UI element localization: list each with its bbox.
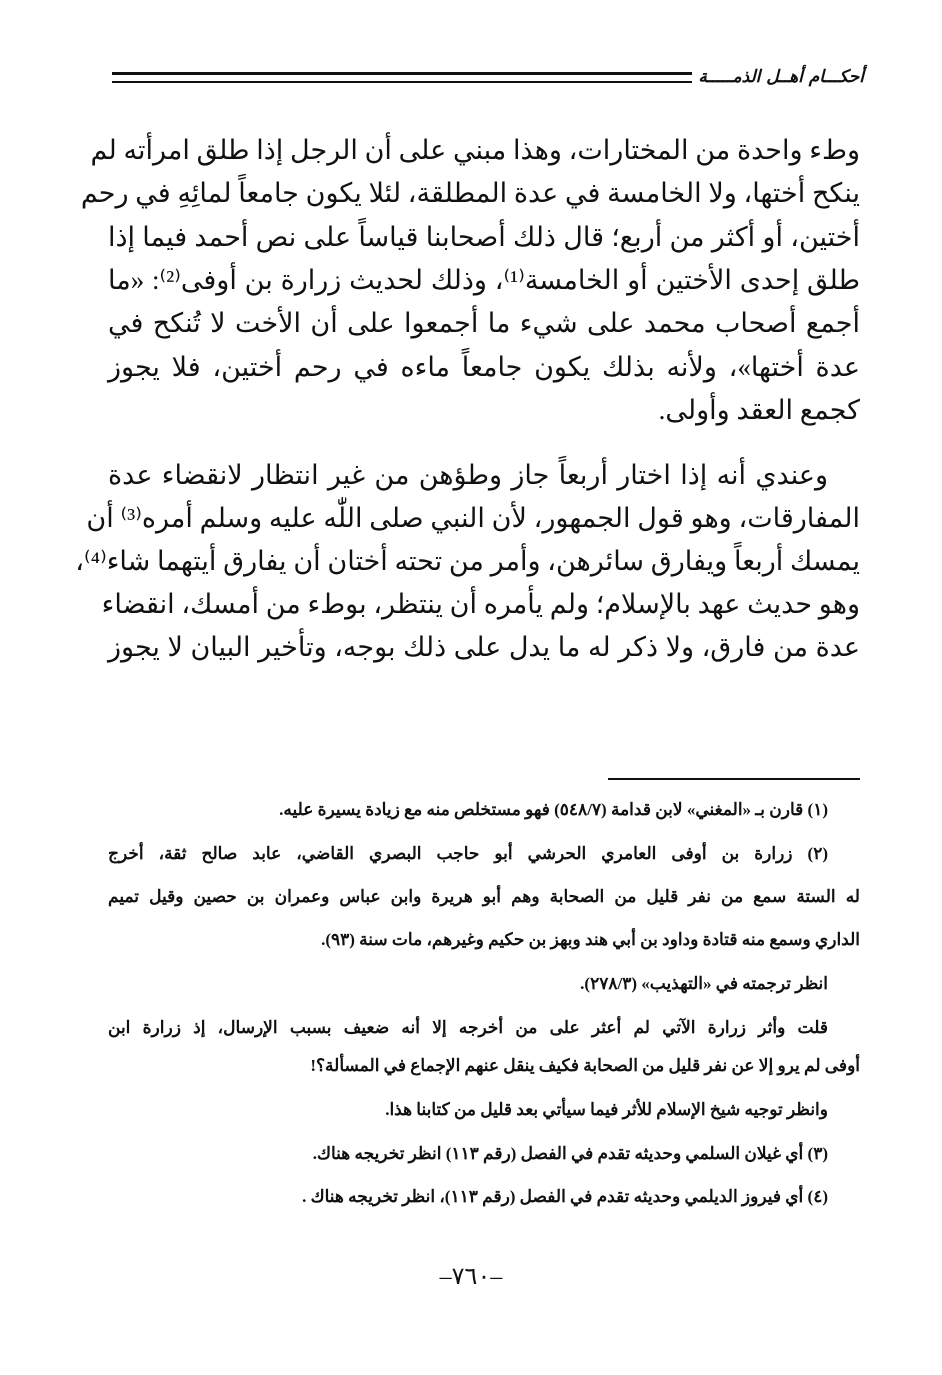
text-line: وطء واحدة من المختارات، وهذا مبني على أن الرجل إذا طلق امرأته لم [90,135,860,165]
footnote-separator [608,778,860,780]
footnote-line: قلت وأثر زرارة الآتي لم أعثر على من أخرجه إلا أنه ضعيف بسبب الإرسال، إذ زرارة ابن [108,1018,828,1037]
footnote-line: (١) قارن بـ «المغني» لابن قدامة (٥٤٨/٧) فهو مستخلص منه مع زيادة يسيرة عليه. [279,800,828,819]
text-line: طلق إحدى الأختين أو الخامسة⁽¹⁾، وذلك لحديث زرارة بن أوفى⁽²⁾: «ما [108,265,860,295]
text-line: يمسك أربعاً ويفارق سائرهن، وأمر من تحته أختان أن يفارق أيتهما شاء⁽⁴⁾، [75,546,860,576]
footnote-line: الداري وسمع منه قتادة وداود بن أبي هند وبهز بن حكيم وغيرهم، مات سنة (٩٣). [321,930,860,949]
text-line: وعندي أنه إذا اختار أربعاً جاز وطؤهن من غير انتظار لانقضاء عدة [108,460,828,490]
footnote-line: أوفى لم يرو إلا عن نفر قليل من الصحابة فكيف ينقل عنهم الإجماع في المسألة؟! [310,1056,860,1075]
footnote-line: له الستة سمع من نفر قليل من الصحابة وهم أبو هريرة وابن عباس وعمران بن حصين وقيل تميم [108,887,860,906]
text-line: وهو حديث عهد بالإسلام؛ ولم يأمره أن ينتظر، بوطء من أمسك، انقضاء [101,589,860,619]
text-line: المفارقات، وهو قول الجمهور، لأن النبي صلى اللّٰه عليه وسلم أمره⁽³⁾ أن [86,503,860,533]
text-line: كجمع العقد وأولى. [658,395,860,425]
footnote-line: انظر ترجمته في «التهذيب» (٢٧٨/٣). [580,974,828,993]
footnote-line: وانظر توجيه شيخ الإسلام للأثر فيما سيأتي بعد قليل من كتابنا هذا. [385,1100,828,1119]
footnote-line: (٣) أي غيلان السلمي وحديثه تقدم في الفصل (رقم ١١٣) انظر تخريجه هناك. [312,1144,828,1163]
footnote-line: (٢) زرارة بن أوفى العامري الحرشي أبو حاجب البصري القاضي، عابد صالح ثقة، أخرج [108,844,828,863]
footnote-line: (٤) أي فيروز الديلمي وحديثه تقدم في الفصل (رقم ١١٣)، انظر تخريجه هناك . [302,1187,828,1206]
text-line: ينكح أختها، ولا الخامسة في عدة المطلقة، لئلا يكون جامعاً لمائِهِ في رحم [80,178,860,208]
text-line: أجمع أصحاب محمد على شيء ما أجمعوا على أن الأخت لا تُنكح في [108,308,860,338]
page-number: –٧٦٠– [439,1264,503,1290]
book-title: أحكـــام أهــل الذمـــــة [698,67,864,87]
text-line: عدة أختها»، ولأنه بذلك يكون جامعاً ماءه في رحم أختين، فلا يجوز [108,352,860,382]
header-rule [112,72,692,83]
text-line: أختين، أو أكثر من أربع؛ قال ذلك أصحابنا قياساً على نص أحمد فيما إذا [108,222,860,252]
running-header [112,62,864,92]
text-line: عدة من فارق، ولا ذكر له ما يدل على ذلك بوجه، وتأخير البيان لا يجوز [108,632,860,662]
